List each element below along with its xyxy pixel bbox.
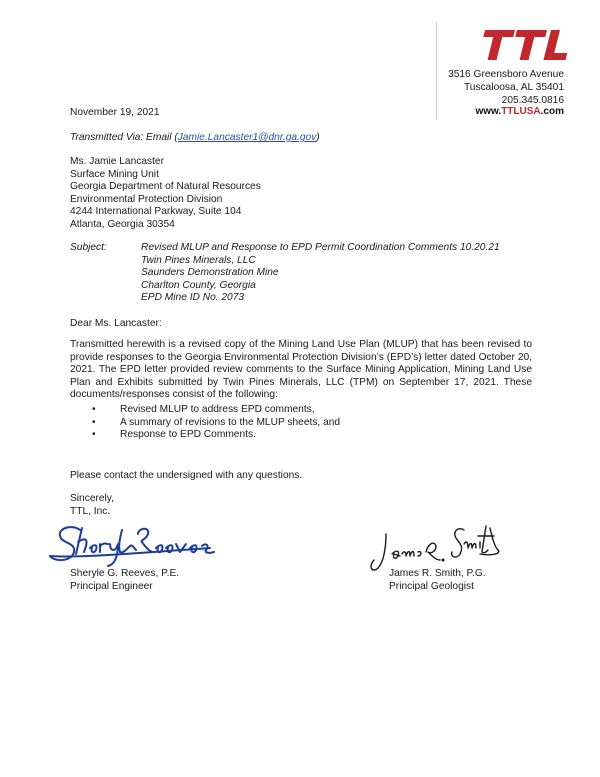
signatory-title: Principal Geologist	[389, 580, 474, 592]
signature-reeves	[46, 520, 218, 568]
website-suffix: .com	[540, 106, 564, 117]
bullet-text: A summary of revisions to the MLUP sheets, and	[120, 416, 341, 428]
address-city: Tuscaloosa, AL 35401	[463, 82, 564, 94]
email-link[interactable]: Jamie.Lancaster1@dnr.ga.gov	[177, 132, 317, 143]
transmittal-prefix: Transmitted Via: Email (	[70, 132, 178, 143]
signatory-name: Sheryle G. Reeves, P.E.	[70, 568, 180, 579]
website-brand: TTLUSA	[501, 106, 541, 117]
bullet-glyph: •	[92, 416, 96, 428]
bullet-text: Revised MLUP to address EPD comments,	[120, 404, 315, 415]
closing-sincerely: Sincerely,	[70, 493, 114, 504]
letterhead-address	[448, 68, 564, 108]
list-item	[92, 417, 340, 430]
list-item	[92, 404, 340, 417]
transmittal-suffix: )	[316, 132, 320, 143]
subject-lines	[141, 242, 500, 305]
letter-date: November 19, 2021	[70, 107, 160, 118]
closing	[70, 493, 114, 518]
subject-line: Charlton County, Georgia	[141, 279, 256, 291]
recipient-street: 4244 International Parkway, Suite 104	[70, 206, 242, 218]
recipient-city: Atlanta, Georgia 30354	[70, 218, 175, 230]
salutation: Dear Ms. Lancaster:	[70, 318, 162, 329]
signatory-name: James R. Smith, P.G.	[389, 568, 486, 579]
subject-line: Revised MLUP and Response to EPD Permit Coordination Comments 10.20.21	[141, 242, 500, 253]
contact-line: Please contact the undersigned with any questions.	[70, 470, 303, 481]
recipient-department: Georgia Department of Natural Resources	[70, 181, 261, 193]
recipient-division: Environmental Protection Division	[70, 193, 223, 205]
bullet-text: Response to EPD Comments.	[120, 429, 256, 441]
bullet-glyph: •	[92, 404, 96, 415]
body-paragraph: Transmitted herewith is a revised copy of the Mining Land Use Plan (MLUP) that has been revised to provide responses to the Georgia Environmental Protection Division’s (EPD’s) letter dated October 20, 2021. The EPD letter provided review comments to the Surface Mining Application, Mining Land Use Plan and Exhibits submitted by Twin Pines Minerals, LLC (TPM) on September 17, 2021. These documents/responses consist of the following:	[70, 339, 532, 401]
signatory-reeves	[70, 568, 179, 593]
closing-company: TTL, Inc.	[70, 505, 111, 517]
subject-line: Twin Pines Minerals, LLC	[141, 254, 256, 266]
subject-label: Subject:	[70, 242, 107, 253]
recipient-address	[70, 156, 261, 232]
address-phone: 205.345.0816	[501, 95, 564, 107]
address-street: 3516 Greensboro Avenue	[448, 69, 564, 80]
subject-line: EPD Mine ID No. 2073	[141, 292, 245, 304]
ttl-logo	[468, 26, 570, 64]
website-prefix: www.	[475, 106, 502, 117]
signatory-smith	[389, 568, 486, 593]
recipient-name: Ms. Jamie Lancaster	[70, 156, 164, 167]
list-item	[92, 429, 340, 442]
transmittal-line	[70, 132, 320, 145]
bullet-list	[92, 404, 340, 442]
subject-line: Saunders Demonstration Mine	[141, 267, 279, 279]
website-link[interactable]	[475, 106, 564, 117]
signatory-title: Principal Engineer	[70, 580, 153, 592]
bullet-glyph: •	[92, 429, 96, 441]
recipient-unit: Surface Mining Unit	[70, 168, 159, 180]
